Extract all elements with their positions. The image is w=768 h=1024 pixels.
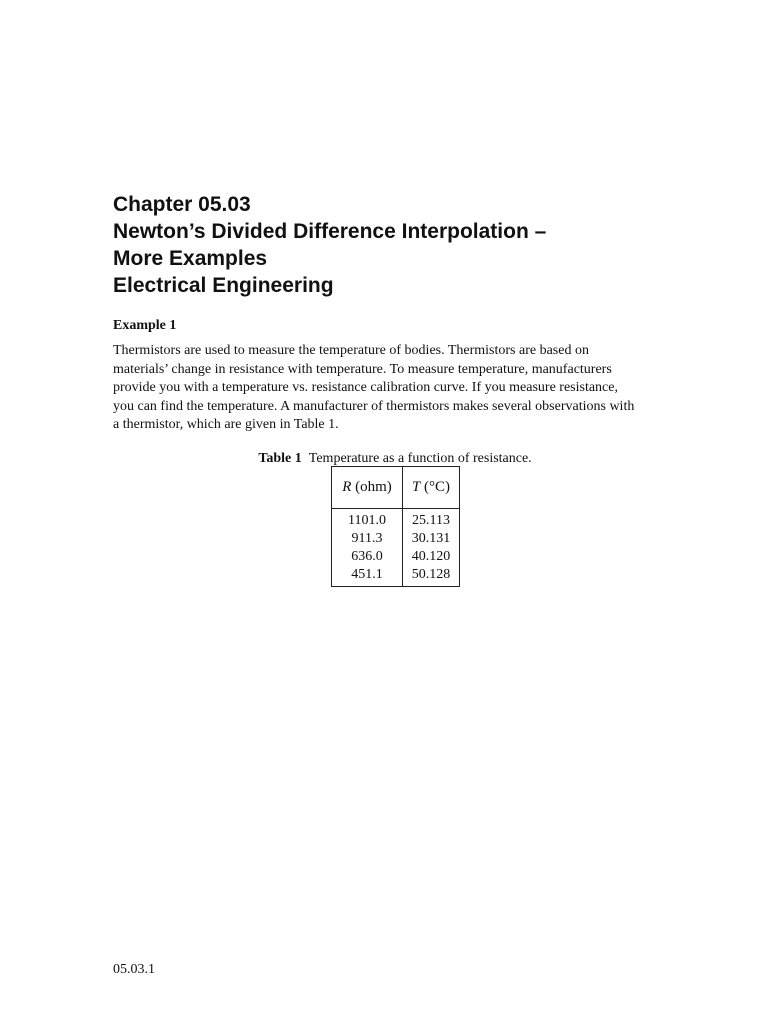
chapter-title-line-1: Newton’s Divided Difference Interpolation – bbox=[113, 220, 547, 243]
chapter-subject: Electrical Engineering bbox=[113, 274, 334, 297]
table-cell: 50.128 bbox=[411, 567, 451, 582]
table-cell: 40.120 bbox=[411, 549, 451, 564]
table-cell: 30.131 bbox=[411, 531, 451, 546]
table-cell: 451.1 bbox=[351, 567, 383, 582]
paragraph-line: a thermistor, which are given in Table 1. bbox=[113, 417, 339, 432]
paragraph-line: materials’ change in resistance with temperature. To measure temperature, manufacturers bbox=[113, 361, 612, 377]
resistance-temperature-table bbox=[331, 466, 460, 587]
resistance-values-cell bbox=[332, 509, 403, 587]
column-header-resistance bbox=[332, 467, 403, 509]
paragraph-line: Thermistors are used to measure the temperature of bodies. Thermistors are based on bbox=[113, 343, 589, 358]
paragraph-line: you can find the temperature. A manufacturer of thermistors makes several observations with bbox=[113, 398, 635, 414]
column-header-temperature bbox=[403, 467, 460, 509]
temperature-unit: (°C) bbox=[424, 479, 451, 495]
resistance-symbol: R bbox=[342, 479, 352, 495]
temperature-symbol: T bbox=[411, 479, 421, 495]
chapter-title-line-2: More Examples bbox=[113, 247, 268, 270]
table-cell: 25.113 bbox=[412, 513, 450, 528]
resistance-unit: (ohm) bbox=[355, 479, 392, 495]
table-caption-label: Table 1 bbox=[258, 451, 302, 466]
chapter-number: Chapter 05.03 bbox=[113, 193, 251, 216]
table-cell: 911.3 bbox=[351, 531, 383, 546]
example-label: Example 1 bbox=[113, 318, 177, 333]
table-data-row bbox=[332, 509, 460, 587]
table-cell: 636.0 bbox=[351, 549, 383, 564]
example-paragraph bbox=[113, 342, 693, 435]
temperature-values-cell bbox=[403, 509, 460, 587]
table-cell: 1101.0 bbox=[348, 513, 386, 528]
page-number: 05.03.1 bbox=[113, 962, 155, 977]
paragraph-line: provide you with a temperature vs. resistance calibration curve. If you measure resistance, bbox=[113, 380, 618, 395]
table-caption-text: Temperature as a function of resistance. bbox=[308, 451, 532, 466]
chapter-heading bbox=[113, 191, 673, 299]
